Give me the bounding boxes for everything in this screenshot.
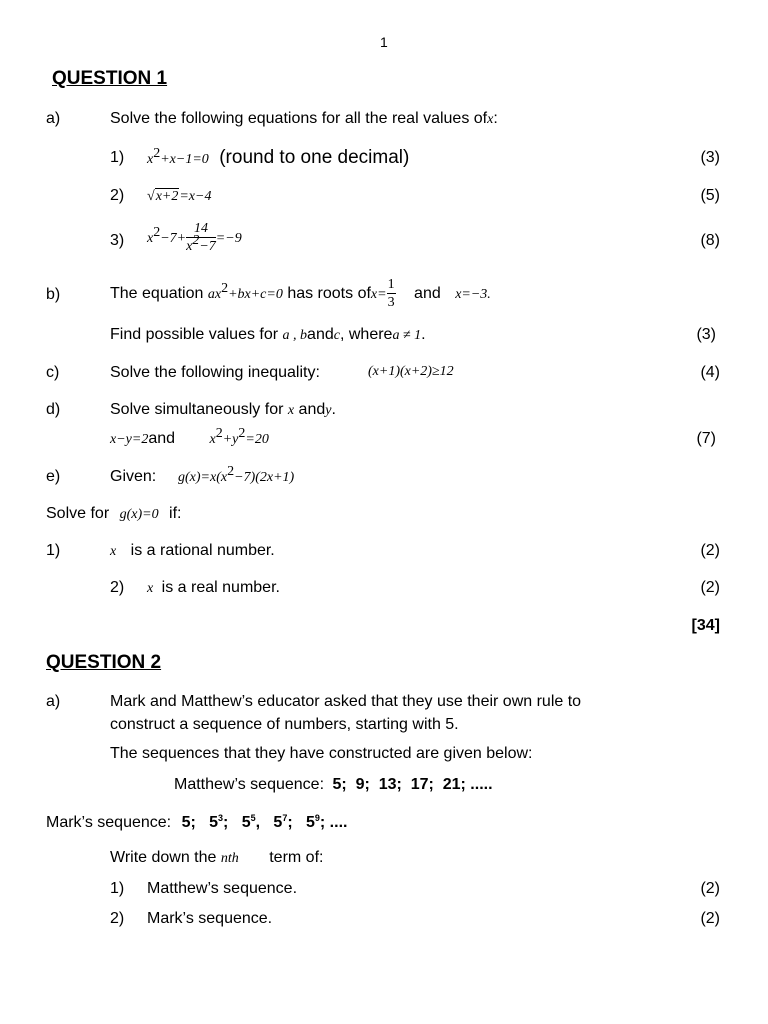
q2-a-label: a)	[46, 693, 61, 710]
q1-a1-note: (round to one decimal)	[219, 147, 410, 168]
matthew-sequence: Matthew’s sequence: 5; 9; 13; 17; 21; .....	[174, 776, 493, 793]
q1-a1-marks: (3)	[700, 149, 720, 166]
question-2-heading: QUESTION 2	[46, 652, 162, 673]
q1-e1-marks: (2)	[700, 542, 720, 559]
q1-e2-text: x is a real number.	[147, 579, 280, 596]
q2-a-line2: construct a sequence of numbers, starting with 5.	[110, 716, 459, 733]
q2-p2-number: 2)	[110, 910, 125, 927]
q1-a3-marks: (8)	[700, 232, 720, 249]
q1-c-marks: (4)	[700, 364, 720, 381]
q2-p1-text: Matthew’s sequence.	[147, 880, 298, 897]
q1-e-function: $g(x)=x(x^2-7)(2x+1)$	[178, 464, 295, 485]
q1-e2-number: 2)	[110, 579, 125, 596]
q1-a-instruction	[110, 110, 498, 128]
q1-c-inequality: (x+1)(x+2)≥12	[368, 364, 454, 379]
q1-a2-marks: (5)	[700, 187, 720, 204]
q1-a3-equation: $x^2-7+$ $\frac{14}{x^2-7}$ =−9	[147, 221, 242, 254]
q1-b-label: b)	[46, 286, 61, 303]
q2-write-down: Write down the nth term of:	[110, 849, 324, 866]
q1-a-label: a)	[46, 110, 61, 127]
q1-e1-text: x is a rational number.	[110, 542, 275, 559]
q1-a-text: Solve the following equations for all the real values of	[110, 110, 488, 127]
q1-a-colon: :	[493, 110, 498, 127]
q1-a1-equation: $x^2+x-1=0$ (round to one decimal)	[147, 146, 410, 168]
q1-c-label: c)	[46, 364, 60, 381]
q1-e2-marks: (2)	[700, 579, 720, 596]
q1-a1-number: 1)	[110, 149, 125, 166]
q1-d-label: d)	[46, 401, 61, 418]
q1-solve-for: Solve for g(x)=0 if:	[46, 505, 182, 522]
q1-b-find: Find possible values for a , bandc, wherea ≠ 1.	[110, 326, 426, 343]
q2-p1-number: 1)	[110, 880, 125, 897]
question-1-heading: QUESTION 1	[52, 68, 168, 89]
q1-a2-number: 2)	[110, 187, 125, 204]
q1-c-text: Solve the following inequality:	[110, 364, 320, 381]
q1-e1-number: 1)	[46, 542, 61, 559]
q2-a-line3: The sequences that they have constructed are given below:	[110, 745, 533, 762]
q1-e-label: e)	[46, 468, 61, 485]
q2-a-line1: Mark and Matthew’s educator asked that they use their own rule to	[110, 693, 582, 710]
q1-d-equations: x−y=2and $x^2+y^2=20$	[110, 426, 269, 447]
q1-d-marks: (7)	[696, 430, 716, 447]
q1-e-text: Given:	[110, 468, 157, 485]
q1-d-text: Solve simultaneously for x andy.	[110, 401, 336, 418]
mark-sequence: Mark’s sequence: 5; $5^3$; $5^5$, $5^7$; $5^9$; ....	[46, 813, 348, 831]
q1-a-var: x	[487, 112, 494, 127]
q1-b-statement: The equation $ax^2+bx+c=0$ has roots ofx= $\frac{1}{3}$ and x=−3.	[110, 277, 491, 310]
q1-a2-equation: √x+2=x−4	[147, 189, 212, 204]
q1-b-marks: (3)	[696, 326, 716, 343]
q2-p2-marks: (2)	[700, 910, 720, 927]
q1-a3-number: 3)	[110, 232, 125, 249]
q2-p2-text: Mark’s sequence.	[147, 910, 273, 927]
q1-total: [34]	[691, 617, 720, 634]
q2-p1-marks: (2)	[700, 880, 720, 897]
page-number: 1	[380, 34, 388, 50]
